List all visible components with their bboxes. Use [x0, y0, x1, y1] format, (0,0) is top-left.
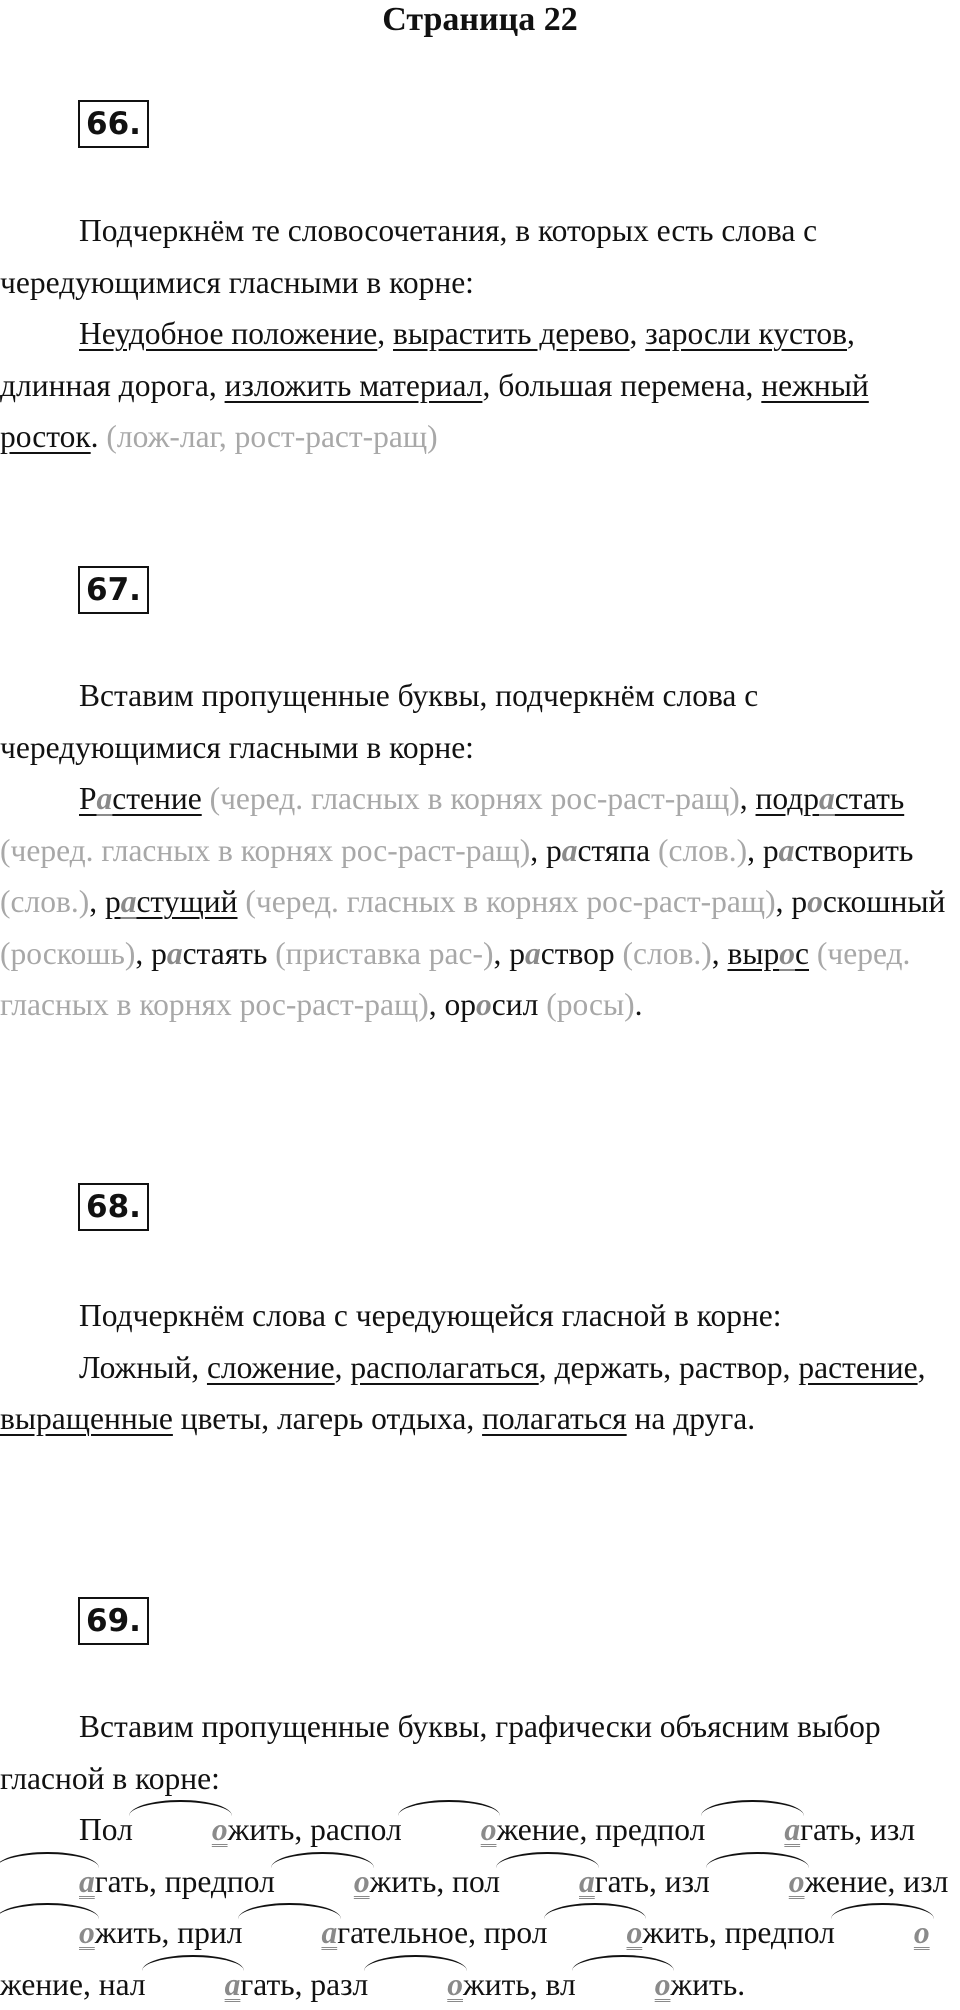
grammar-note: (росы)	[546, 987, 634, 1022]
text-segment: , р	[776, 884, 808, 919]
exercise-66-answer	[0, 308, 960, 463]
text-segment: створ	[541, 936, 623, 971]
exercise-69-body	[0, 1701, 960, 2010]
inserted-vowel: а	[121, 884, 137, 919]
text-segment: ,	[377, 316, 393, 351]
underlined-word-segment: располагаться	[350, 1350, 538, 1385]
inserted-vowel: о	[476, 987, 492, 1022]
text-segment: , большая перемена,	[482, 368, 761, 403]
exercise-66-intro: Подчеркнём те словосочетания, в которых есть слова с чередующимися гласными в корне:	[0, 205, 960, 308]
text-segment: гать, предпол	[95, 1864, 275, 1899]
exercise-66-number-text: 66	[86, 106, 129, 142]
grammar-note: (слов.)	[623, 936, 712, 971]
inserted-vowel: а	[525, 936, 541, 971]
text-segment: ,	[712, 936, 728, 971]
text-segment: гательное, прол	[337, 1915, 547, 1950]
root-vowel-with-arc: о	[710, 1856, 805, 1908]
text-segment: жить, пол	[370, 1864, 500, 1899]
grammar-note: (лож-лаг, рост-раст-ращ)	[106, 419, 437, 454]
exercise-67-answer	[0, 773, 960, 1031]
inserted-vowel: а	[779, 833, 795, 868]
underlined-word-segment: стение	[112, 781, 201, 816]
inserted-vowel: а	[97, 781, 113, 816]
text-segment: жение, изл	[805, 1864, 949, 1899]
exercise-68-answer	[0, 1342, 960, 1445]
text-segment: Пол	[79, 1812, 133, 1847]
root-vowel-with-arc: а	[242, 1907, 337, 1959]
underlined-word-segment: Р	[79, 781, 97, 816]
text-segment: , ор	[429, 987, 476, 1022]
underlined-word-segment: полагаться	[482, 1401, 627, 1436]
text-segment: жить, вл	[463, 1967, 576, 2002]
underlined-word-segment: стущий	[136, 884, 237, 919]
underlined-word-segment: вырастить дерево	[393, 316, 630, 351]
exercise-67-intro: Вставим пропущенные буквы, подчеркнём слова с чередующимися гласными в корне:	[0, 670, 960, 773]
root-vowel-with-arc: о	[0, 1907, 95, 1959]
text-segment: жить, прил	[95, 1915, 243, 1950]
text-segment: , длинная дорога,	[0, 316, 855, 403]
exercise-66-dot: .	[129, 106, 141, 142]
text-segment: ,	[740, 781, 756, 816]
text-segment: .	[635, 987, 643, 1022]
grammar-note: (слов.)	[0, 884, 89, 919]
inserted-vowel: а	[819, 781, 835, 816]
grammar-note: (черед. гласных в корнях рос-раст-ращ)	[210, 781, 740, 816]
underlined-word-segment: подр	[756, 781, 819, 816]
exercise-67-body	[0, 670, 960, 1031]
underlined-word-segment: выр	[727, 936, 779, 971]
underlined-word-segment: с	[795, 936, 809, 971]
text-segment: .	[91, 419, 107, 454]
text-segment: ,	[918, 1350, 926, 1385]
root-vowel-with-arc: о	[835, 1907, 930, 1959]
inserted-vowel: а	[167, 936, 183, 971]
underlined-word-segment: сложение	[207, 1350, 335, 1385]
page-title: Страница 22	[0, 0, 960, 40]
exercise-68-number	[78, 1183, 149, 1231]
text-segment: Ложный,	[79, 1350, 207, 1385]
text-segment: гать, изл	[595, 1864, 710, 1899]
exercise-67-number	[78, 566, 149, 614]
inserted-vowel: о	[779, 936, 795, 971]
text-segment: , р	[530, 833, 562, 868]
root-vowel-with-arc: о	[576, 1959, 671, 2010]
text-segment: стяпа	[577, 833, 658, 868]
text-segment: жение, предпол	[496, 1812, 705, 1847]
exercise-69-number	[78, 1597, 149, 1645]
inserted-vowel: а	[562, 833, 578, 868]
root-vowel-with-arc: о	[402, 1804, 497, 1856]
exercise-67-dot: .	[129, 572, 141, 608]
underlined-word-segment: выращенные	[0, 1401, 173, 1436]
exercise-66-number	[78, 100, 149, 148]
root-vowel-with-arc: о	[368, 1959, 463, 2010]
exercise-69-number-text: 69	[86, 1603, 129, 1639]
exercise-68-dot: .	[129, 1189, 141, 1225]
exercise-68-intro: Подчеркнём слова с чередующейся гласной в корне:	[0, 1290, 960, 1342]
root-vowel-with-arc: о	[275, 1856, 370, 1908]
grammar-note: (слов.)	[658, 833, 747, 868]
exercise-66-body	[0, 205, 960, 463]
text-segment: цветы, лагерь отдыха,	[173, 1401, 482, 1436]
text-segment	[809, 936, 817, 971]
root-vowel-with-arc: а	[0, 1856, 95, 1908]
text-segment: ,	[630, 316, 646, 351]
text-segment: жение, нал	[0, 1967, 146, 2002]
exercise-68-body	[0, 1290, 960, 1445]
underlined-word-segment: стать	[835, 781, 904, 816]
grammar-note: (черед. гласных в корнях рос-раст-ращ)	[0, 936, 910, 1023]
grammar-note: (роскошь)	[0, 936, 135, 971]
underlined-word-segment: нежный росток	[0, 368, 869, 455]
underlined-word-segment: растение	[798, 1350, 917, 1385]
exercise-69-dot: .	[129, 1603, 141, 1639]
grammar-note: (черед. гласных в корнях рос-раст-ращ)	[245, 884, 775, 919]
underlined-word-segment: изложить материал	[225, 368, 483, 403]
inserted-vowel: о	[807, 884, 823, 919]
exercise-69-intro: Вставим пропущенные буквы, графически объясним выбор гласной в корне:	[0, 1701, 960, 1804]
exercise-67-number-text: 67	[86, 572, 129, 608]
text-segment: на друга.	[627, 1401, 755, 1436]
text-segment: скошный	[823, 884, 946, 919]
root-vowel-with-arc: а	[146, 1959, 241, 2010]
text-segment: , р	[494, 936, 526, 971]
text-segment: , р	[747, 833, 779, 868]
root-vowel-with-arc: о	[548, 1907, 643, 1959]
underlined-word-segment: р	[105, 884, 121, 919]
text-segment: гать, разл	[240, 1967, 368, 2002]
text-segment: створить	[794, 833, 913, 868]
root-vowel-with-arc: о	[133, 1804, 228, 1856]
grammar-note: (черед. гласных в корнях рос-раст-ращ)	[0, 833, 530, 868]
grammar-note: (приставка рас-)	[275, 936, 493, 971]
exercise-68-number-text: 68	[86, 1189, 129, 1225]
text-segment	[202, 781, 210, 816]
text-segment: , держать, раствор,	[539, 1350, 799, 1385]
text-segment: , р	[135, 936, 167, 971]
text-segment: сил	[492, 987, 546, 1022]
root-vowel-with-arc: а	[705, 1804, 800, 1856]
underlined-word-segment: Неудобное положение	[79, 316, 377, 351]
text-segment: гать, изл	[800, 1812, 915, 1847]
exercise-69-answer	[0, 1804, 960, 2010]
text-segment: ,	[89, 884, 105, 919]
text-segment: жить, распол	[228, 1812, 402, 1847]
text-segment: жить, предпол	[642, 1915, 835, 1950]
text-segment: жить.	[670, 1967, 745, 2002]
text-segment: ,	[335, 1350, 351, 1385]
root-vowel-with-arc: а	[500, 1856, 595, 1908]
underlined-word-segment: заросли кустов	[645, 316, 847, 351]
text-segment: стаять	[183, 936, 276, 971]
